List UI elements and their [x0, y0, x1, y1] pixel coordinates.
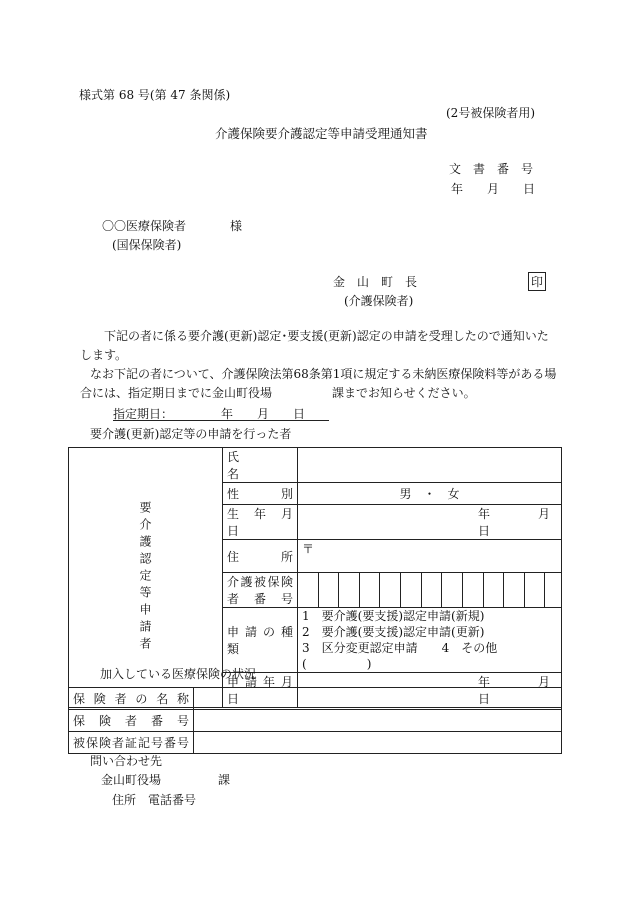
insured-no-digit: [401, 573, 422, 608]
insured-card-value: [194, 732, 562, 754]
issue-date-label: 年 月 日: [451, 182, 536, 196]
insured-no-digit: [442, 573, 463, 608]
insurer-name-label: 保 険 者 の 名 称: [69, 688, 194, 710]
insurer-name-value: [194, 688, 562, 710]
contact-dept: 課: [218, 773, 231, 787]
birth-value: 年 月 日: [298, 505, 562, 540]
body-paragraph-1: 下記の者に係る要介護(更新)認定･要支援(更新)認定の申請を受理したので通知いたします。: [80, 329, 549, 362]
insured-card-label: 被保険者証記号番号: [69, 732, 194, 754]
insured-no-digit: [545, 573, 562, 608]
address-value: [298, 540, 562, 573]
insured-no-digit: [462, 573, 483, 608]
insurer-number-value: [194, 710, 562, 732]
seal-mark: 印: [528, 272, 546, 291]
contact-label: 問い合わせ先: [90, 754, 163, 768]
addressee-honorific: 様: [230, 219, 243, 233]
row-label-gender: 性 別: [223, 483, 298, 505]
deadline-value: 年 月 日: [221, 407, 306, 421]
contact-address-label: 住所: [112, 793, 137, 807]
insured-no-digit: [504, 573, 525, 608]
contact-office: 金山町役場: [101, 773, 162, 787]
name-value: [298, 448, 562, 483]
row-label-birth: 生 年 月 日: [223, 505, 298, 540]
insured-no-digit: [380, 573, 401, 608]
sender-name: 金 山 町 長: [333, 275, 418, 289]
insured-no-digit: [524, 573, 545, 608]
app-type-option: 3 区分変更認定申請 4 その他( ): [302, 641, 498, 671]
insured-no-digit: [298, 573, 319, 608]
postal-mark: 〒: [302, 542, 315, 556]
addressee-name: 〇〇医療保険者: [102, 219, 187, 233]
sender-sub: (介護保険者): [344, 294, 414, 308]
row-label-insured-no: 介護被保険者番号: [223, 573, 298, 608]
applicability-note: (2号被保険者用): [446, 106, 535, 120]
insured-no-digit: [483, 573, 504, 608]
insured-no-digit: [359, 573, 380, 608]
app-date-value: 年 月 日: [298, 673, 562, 708]
insurance-caption: 加入している医療保険の状況: [100, 667, 257, 681]
row-label-address: 住 所: [223, 540, 298, 573]
addressee-sub: (国保保険者): [112, 238, 182, 252]
deadline-label: 指定期日：: [113, 407, 174, 421]
deadline-line: [113, 405, 329, 421]
app-type-options: [298, 608, 562, 673]
document-title: 介護保険要介護認定等申請受理通知書: [215, 126, 428, 141]
row-label-app-date: 申 請 年 月 日: [223, 673, 298, 708]
insured-no-digit: [421, 573, 442, 608]
insured-no-digit: [318, 573, 339, 608]
row-label-name: 氏 名: [223, 448, 298, 483]
insurer-number-label: 保 険 者 番 号: [69, 710, 194, 732]
gender-value: 男 ・ 女: [298, 483, 562, 505]
form-number: 様式第 68 号(第 47 条関係): [79, 88, 231, 102]
applicant-side-label: 要介護認定等申請者: [69, 448, 223, 708]
table-caption: 要介護(更新)認定等の申請を行った者: [90, 427, 292, 441]
insured-no-digit: [339, 573, 360, 608]
body-paragraph-2: なお下記の者について、介護保険法第68条第1項に規定する未納医療保険料等がある場合には、指定期日までに金山町役場 課までお知らせください。: [80, 367, 557, 400]
row-label-app-type: 申 請 の 種 類: [223, 608, 298, 673]
contact-phone-label: 電話番号: [148, 793, 197, 807]
insurance-table: [68, 687, 562, 754]
doc-number-label: 文 書 番 号: [449, 162, 534, 176]
app-type-option: 1 要介護(要支援)認定申請(新規): [302, 609, 485, 623]
app-type-option: 2 要介護(要支援)認定申請(更新): [302, 625, 485, 639]
